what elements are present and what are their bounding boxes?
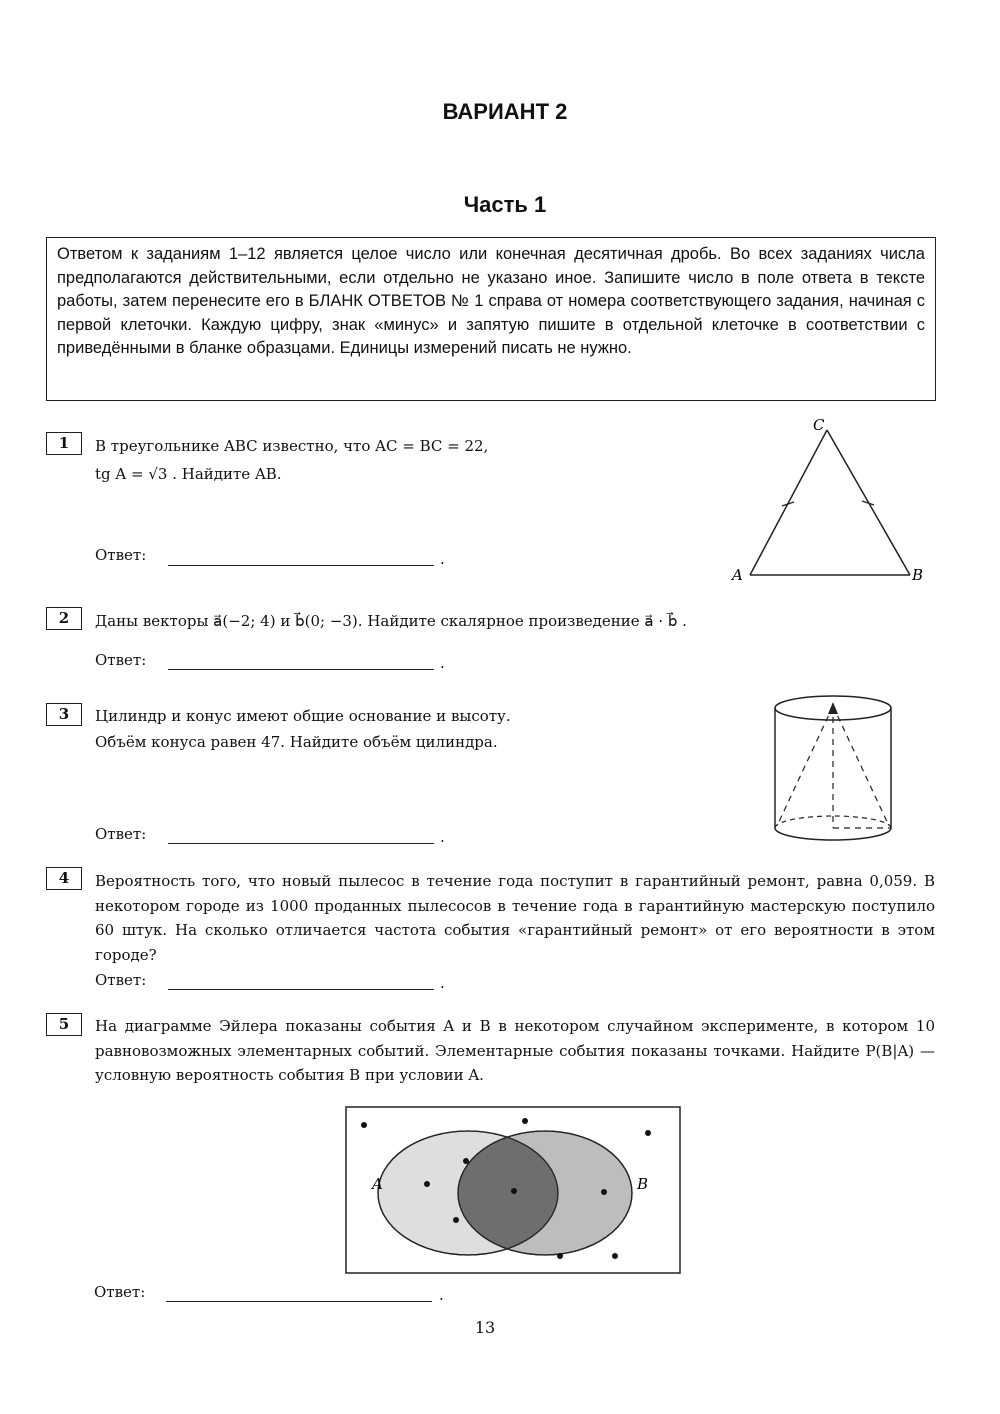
- euler-diagram: [345, 1106, 681, 1274]
- cone-left-edge: [777, 706, 833, 826]
- task-3-number: 3: [46, 703, 82, 726]
- elementary-event-dot: [424, 1181, 430, 1187]
- task-2-answer-period: .: [440, 654, 445, 672]
- task-3-answer-field[interactable]: [168, 843, 434, 844]
- elementary-event-dot: [557, 1253, 563, 1259]
- elementary-event-dot: [522, 1118, 528, 1124]
- task-1-text-line1: В треугольнике ABC известно, что AC = BC = 22,: [95, 437, 489, 455]
- elementary-event-dot: [511, 1188, 517, 1194]
- part-title: Часть 1: [463, 192, 547, 217]
- task-4-answer-label: Ответ:: [95, 971, 147, 989]
- task-1-number: 1: [46, 432, 82, 455]
- task-4-answer-period: .: [440, 974, 445, 992]
- task-5-answer-period: .: [439, 1286, 444, 1304]
- cylinder-cone-figure: [765, 690, 905, 850]
- page-number: 13: [474, 1318, 496, 1337]
- task-5-answer-label: Ответ:: [94, 1283, 146, 1301]
- task-2-answer-field[interactable]: [168, 669, 434, 670]
- elementary-event-dot: [453, 1217, 459, 1223]
- task-4-answer-field[interactable]: [168, 989, 434, 990]
- task-3-answer-period: .: [440, 828, 445, 846]
- task-1-answer-period: .: [440, 550, 445, 568]
- cone-apex-arrow: [828, 702, 838, 714]
- event-a-label: A: [372, 1175, 383, 1193]
- elementary-event-dot: [612, 1253, 618, 1259]
- elementary-event-dot: [601, 1189, 607, 1195]
- task-3-answer-label: Ответ:: [95, 825, 147, 843]
- instructions-box: Ответом к заданиям 1–12 является целое число или конечная десятичная дробь. Во всех заданиях числа предполагаются действительными, если отдельно не указано иное. Запишите число в поле ответа в тексте работы, затем перенесите его в БЛАНК ОТВЕТОВ № 1 справа от номера соответствующего задания, начиная с первой клеточки. Каждую цифру, знак «минус» и запятую пишите в отдельной клеточке в соответствии с приведёнными в бланке образцами. Единицы измерений писать не нужно.: [46, 237, 936, 401]
- task-4-number: 4: [46, 867, 82, 890]
- task-1-answer-field[interactable]: [168, 565, 434, 566]
- task-2-text: Даны векторы a⃗(−2; 4) и b⃗(0; −3). Найдите скалярное произведение a⃗ · b⃗ .: [95, 612, 687, 630]
- elementary-event-dot: [361, 1122, 367, 1128]
- task-2-number: 2: [46, 607, 82, 630]
- triangle-figure: [720, 410, 940, 590]
- cylinder-bottom-front: [775, 828, 891, 840]
- task-2-answer-label: Ответ:: [95, 651, 147, 669]
- task-4-text: Вероятность того, что новый пылесос в течение года поступит в гарантийный ремонт, равна 0,059. В некотором городе из 1000 проданных пылесосов в течение года в гарантийную мастерскую поступило 60 штук. На сколько отличается частота события «гарантийный ремонт» от его вероятности в этом городе?: [95, 872, 935, 964]
- task-5-text: На диаграмме Эйлера показаны события A и B в некотором случайном эксперименте, в котором 10 равновозможных элементарных событий. Элементарные события показаны точками. Найдите P(B|A) — условную вероятность события B при условии A.: [95, 1017, 935, 1084]
- elementary-event-dot: [645, 1130, 651, 1136]
- task-1-answer-label: Ответ:: [95, 546, 147, 564]
- variant-title: ВАРИАНТ 2: [442, 99, 568, 124]
- task-5-number: 5: [46, 1013, 82, 1036]
- task-3-text-line2: Объём конуса равен 47. Найдите объём цилиндра.: [95, 733, 498, 751]
- task-3-text-line1: Цилиндр и конус имеют общие основание и высоту.: [95, 707, 511, 725]
- task-5-answer-field[interactable]: [166, 1301, 432, 1302]
- elementary-event-dot: [463, 1158, 469, 1164]
- vertex-a-label: A: [732, 566, 743, 584]
- vertex-c-label: C: [813, 416, 825, 434]
- task-1-text-line2: tg A = √3 . Найдите AB.: [95, 465, 282, 483]
- event-b-label: B: [637, 1175, 649, 1193]
- vertex-b-label: B: [912, 566, 924, 584]
- triangle-side-ac: [750, 430, 827, 575]
- cone-right-edge: [833, 706, 889, 826]
